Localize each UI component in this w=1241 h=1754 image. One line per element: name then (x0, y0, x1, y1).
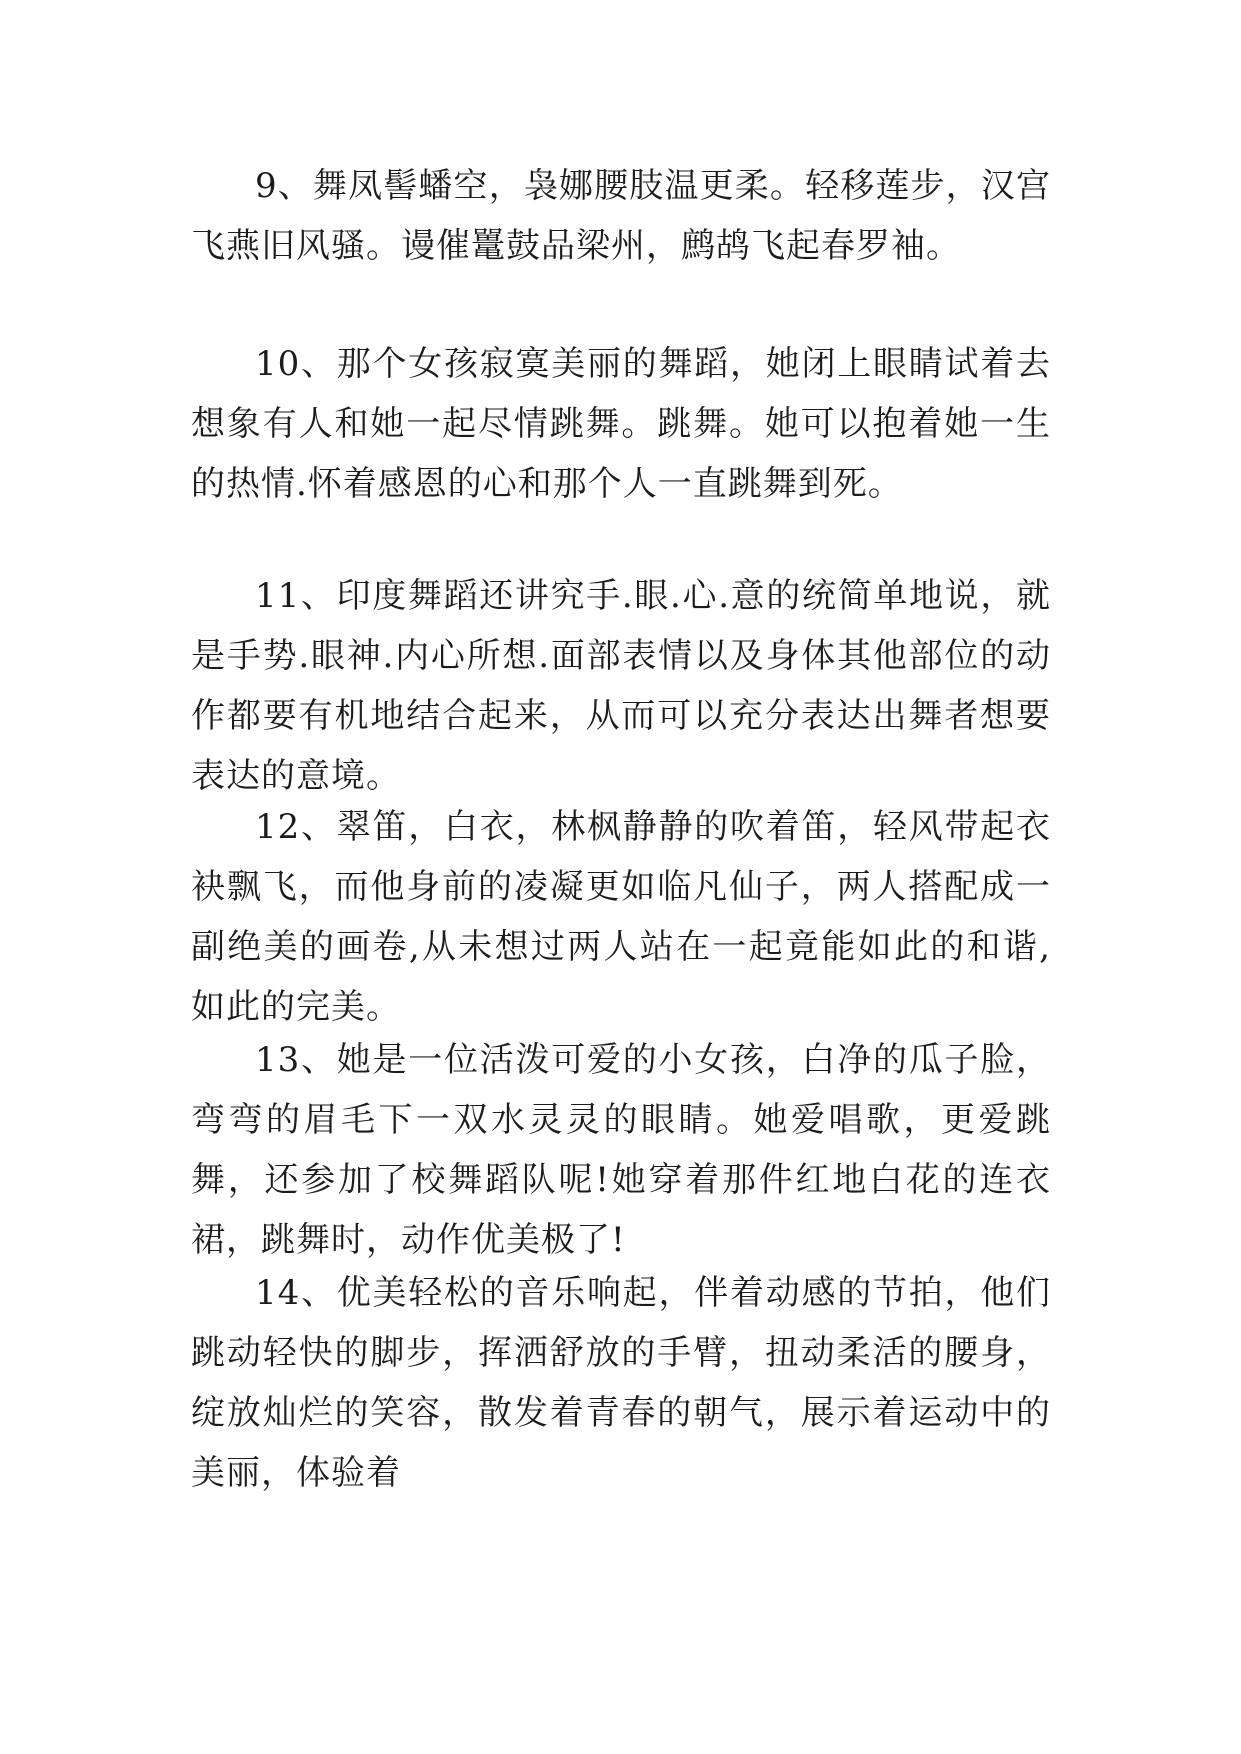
paragraph-10: 10、那个女孩寂寞美丽的舞蹈，她闭上眼睛试着去想象有人和她一起尽情跳舞。跳舞。她可以抱着她一生的热情.怀着感恩的心和那个人一直跳舞到死。 (191, 344, 1051, 504)
paragraph-14: 14、优美轻松的音乐响起，伴着动感的节拍，他们跳动轻快的脚步，挥洒舒放的手臂，扭动柔活的腰身，绽放灿烂的笑容，散发着青春的朝气，展示着运动中的美丽，体验着 (191, 1273, 1051, 1493)
paragraph-13: 13、她是一位活泼可爱的小女孩，白净的瓜子脸，弯弯的眉毛下一双水灵灵的眼睛。她爱唱歌，更爱跳舞，还参加了校舞蹈队呢!她穿着那件红地白花的连衣裙，跳舞时，动作优美极了! (191, 1040, 1051, 1260)
paragraph-9: 9、舞凤髻蟠空，袅娜腰肢温更柔。轻移莲步，汉宫飞燕旧风骚。谩催鼍鼓品梁州，鹧鸪飞起春罗袖。 (191, 166, 1051, 266)
paragraph-12: 12、翠笛，白衣，林枫静静的吹着笛，轻风带起衣袂飘飞，而他身前的凌凝更如临凡仙子，两人搭配成一副绝美的画卷,从未想过两人站在一起竟能如此的和谐,如此的完美。 (191, 807, 1051, 1027)
paragraph-11: 11、印度舞蹈还讲究手.眼.心.意的统简单地说，就是手势.眼神.内心所想.面部表情以及身体其他部位的动作都要有机地结合起来，从而可以充分表达出舞者想要表达的意境。 (191, 576, 1051, 796)
